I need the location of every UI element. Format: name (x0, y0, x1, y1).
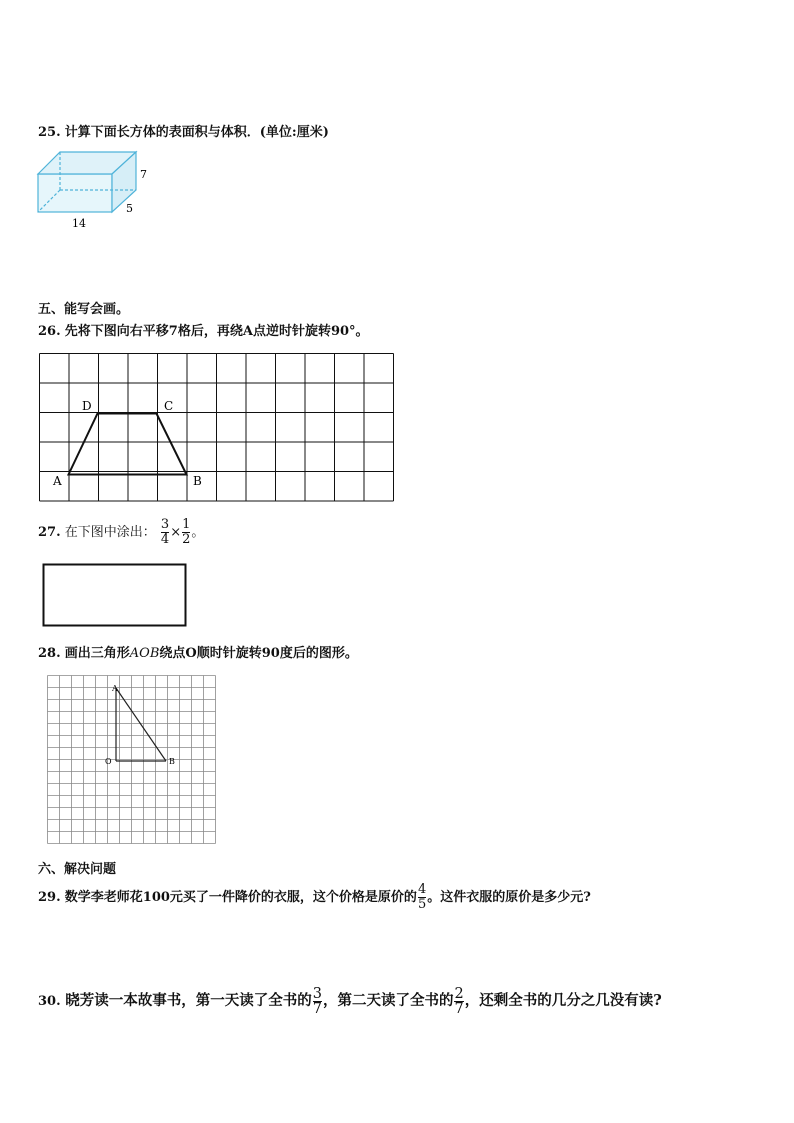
question-text: 点逆时针旋转 (252, 324, 331, 339)
vertex-label-a: A (112, 684, 118, 693)
triangle-aob (116, 688, 166, 761)
question-number: 30. (38, 994, 61, 1009)
question-30 (38, 983, 662, 1020)
question-text: 格后，再绕 (177, 324, 243, 339)
question-text: ，第二天读了全书的 (322, 992, 454, 1009)
steps-value: 7 (168, 324, 178, 339)
vertex-label-b: B (169, 757, 175, 766)
question-text: 绕点 (159, 646, 186, 661)
point-name: A (242, 324, 253, 339)
question-27 (38, 518, 204, 548)
fraction: $\frac{3}{4}$ (160, 517, 170, 547)
question-text: 画出三角形 (64, 646, 130, 661)
question-text: 先将下图向右平移 (64, 324, 169, 339)
question-25 (38, 125, 329, 141)
times-sign: × (170, 525, 182, 540)
vertex-label-d: D (82, 399, 92, 413)
question-text: 晓芳读一本故事书，第一天读了全书的 (65, 992, 312, 1009)
rotation-grid (46, 674, 221, 849)
question-text: 顺时针旋转 (196, 646, 262, 661)
question-text: 。 (191, 525, 205, 540)
height-label: 7 (140, 168, 147, 181)
amount-value: 100 (142, 890, 170, 905)
question-text: 。 (355, 324, 369, 339)
vertex-label-b: B (193, 474, 202, 488)
question-text: ，还剩全书的几分之几没有读? (464, 992, 662, 1009)
cuboid-figure (30, 148, 170, 238)
fraction: $\frac{3}{7}$ (312, 985, 322, 1017)
triangle-name: AOB (129, 646, 160, 661)
question-number: 28. (38, 646, 61, 661)
vertex-label-c: C (164, 399, 174, 413)
vertex-label-o: O (105, 757, 112, 766)
fraction: $\frac{4}{5}$ (417, 882, 427, 912)
question-number: 26. (38, 324, 61, 339)
translation-grid (38, 352, 398, 507)
cuboid-front-face (38, 174, 112, 212)
width-label: 5 (126, 202, 133, 215)
section-heading: 六、解决问题 (38, 862, 117, 877)
vertex-label-a: A (53, 474, 62, 488)
shading-rectangle (42, 563, 192, 629)
question-number: 29. (38, 890, 61, 905)
fraction: $\frac{1}{2}$ (182, 517, 191, 547)
question-number: 25. (38, 125, 61, 140)
question-text: 。这件衣服的原价是多少元? (427, 890, 591, 905)
section-heading: 五、能写会画。 (38, 302, 130, 317)
fraction: $\frac{2}{7}$ (454, 985, 464, 1017)
point-name: O (185, 646, 197, 661)
question-29 (38, 880, 591, 916)
question-26 (38, 324, 369, 340)
question-text: 在下图中涂出： (64, 525, 156, 540)
degree-value: 90 (261, 646, 280, 661)
question-text: 数学李老师花 (64, 890, 143, 905)
length-label: 14 (72, 217, 86, 230)
question-28 (38, 646, 358, 662)
angle-value: 90° (330, 324, 356, 339)
question-text: 度后的图形。 (279, 646, 358, 661)
question-text: 计算下面长方体的表面积与体积．(单位:厘米) (64, 125, 329, 140)
question-text: 元买了一件降价的衣服，这个价格是原价的 (169, 890, 417, 905)
question-number: 27. (38, 525, 61, 540)
